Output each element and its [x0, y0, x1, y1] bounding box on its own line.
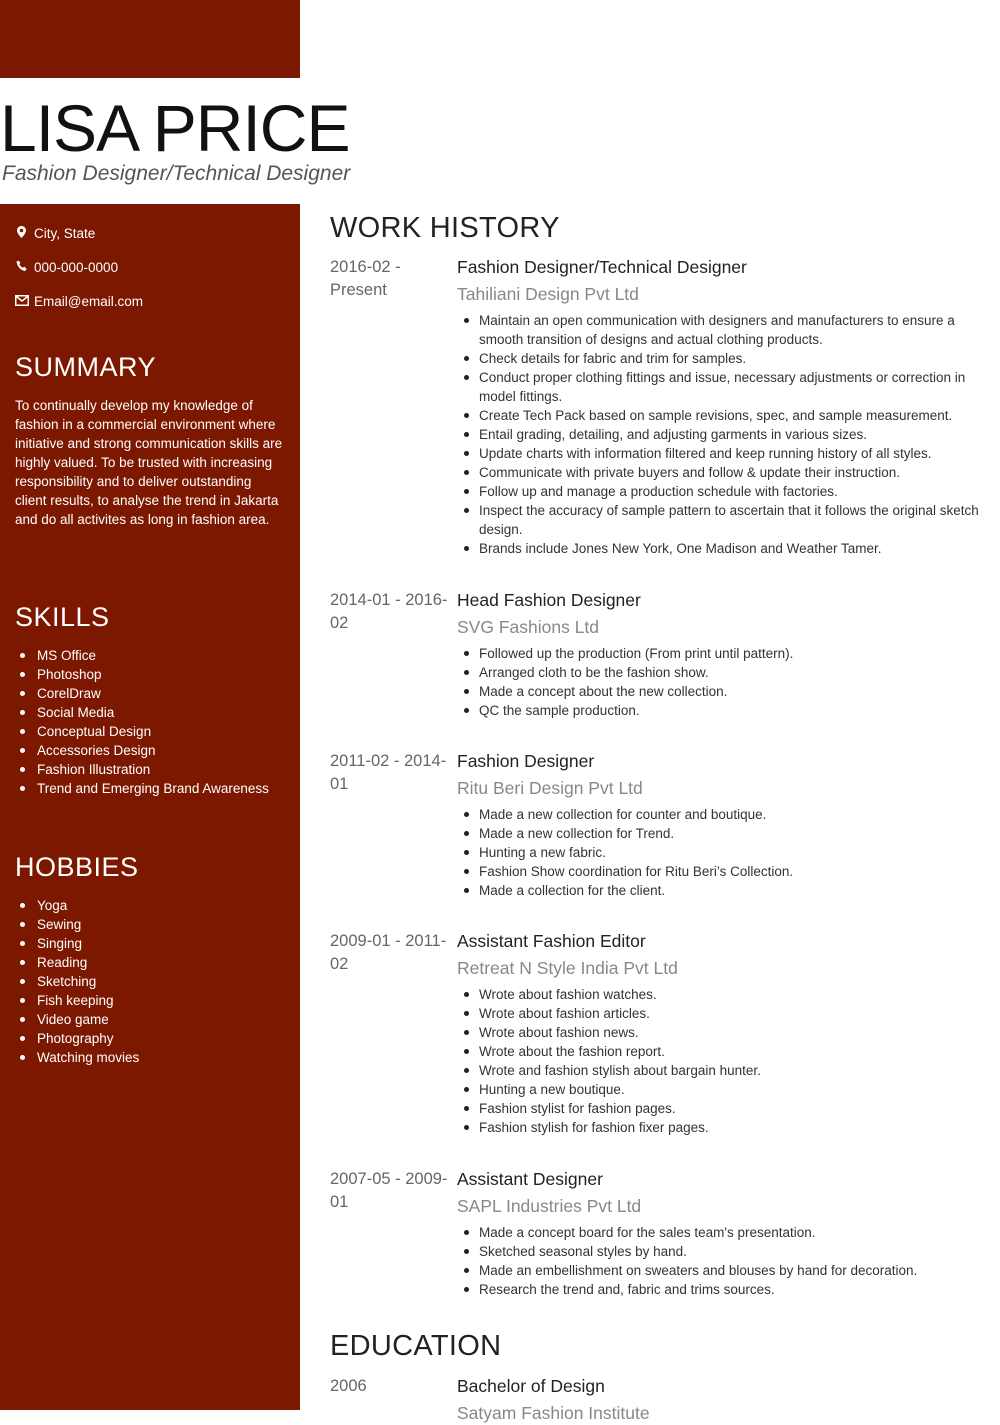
job-bullet: Made a new collection for Trend.: [457, 824, 990, 843]
job-bullet: Follow up and manage a production schedule with factories.: [457, 482, 990, 501]
job-bullet: Followed up the production (From print until pattern).: [457, 644, 990, 663]
job-company: Retreat N Style India Pvt Ltd: [457, 958, 678, 978]
skills-heading: SKILLS: [15, 602, 110, 632]
contact-email: [15, 294, 143, 309]
education-school: Satyam Fashion Institute: [457, 1403, 650, 1423]
job-title: Fashion Designer/Technical Designer: [457, 257, 747, 277]
skill-item: Social Media: [15, 703, 269, 722]
hobby-item: Singing: [15, 934, 139, 953]
job-bullets: [457, 985, 990, 1137]
hobby-item: Sketching: [15, 972, 139, 991]
education-date: 2006: [330, 1377, 367, 1395]
job-bullet: Brands include Jones New York, One Madison and Weather Tamer.: [457, 539, 990, 558]
job-bullet: Fashion stylist for fashion pages.: [457, 1099, 990, 1118]
hobby-item: Fish keeping: [15, 991, 139, 1010]
education-degree: Bachelor of Design: [457, 1376, 605, 1396]
job-bullets: [457, 311, 990, 558]
job-bullet: Wrote about fashion watches.: [457, 985, 990, 1004]
skill-item: CorelDraw: [15, 684, 269, 703]
hobby-item: Watching movies: [15, 1048, 139, 1067]
job-bullet: Communicate with private buyers and follow & update their instruction.: [457, 463, 990, 482]
candidate-title: Fashion Designer/Technical Designer: [2, 162, 351, 185]
envelope-icon: [15, 295, 28, 309]
skill-item: MS Office: [15, 646, 269, 665]
job-bullet: Sketched seasonal styles by hand.: [457, 1242, 990, 1261]
hobby-item: Sewing: [15, 915, 139, 934]
contact-phone: [15, 260, 118, 275]
job-bullet: Made an embellishment on sweaters and blouses by hand for decoration.: [457, 1261, 990, 1280]
job-bullet: Conduct proper clothing fittings and issue, necessary adjustments or correction in model fittings.: [457, 368, 990, 406]
skill-item: Fashion Illustration: [15, 760, 269, 779]
job-bullet: Fashion stylish for fashion fixer pages.: [457, 1118, 990, 1137]
job-bullet: Arranged cloth to be the fashion show.: [457, 663, 990, 682]
contact-location: [15, 226, 95, 241]
job-bullet: Update charts with information filtered and keep running history of all styles.: [457, 444, 990, 463]
summary-heading: SUMMARY: [15, 352, 157, 382]
job-bullet: Made a concept about the new collection.: [457, 682, 990, 701]
candidate-name: LISA PRICE: [0, 91, 350, 165]
job-bullet: Research the trend and, fabric and trims sources.: [457, 1280, 990, 1299]
job-bullet: Hunting a new boutique.: [457, 1080, 990, 1099]
job-title: Fashion Designer: [457, 751, 595, 771]
skill-item: Photoshop: [15, 665, 269, 684]
job-bullet: Wrote about fashion articles.: [457, 1004, 990, 1023]
job-bullet: Wrote and fashion stylish about bargain hunter.: [457, 1061, 990, 1080]
job-bullet: Made a concept board for the sales team's presentation.: [457, 1223, 990, 1242]
job-bullet: Inspect the accuracy of sample pattern to ascertain that it follows the original sketch design.: [457, 501, 990, 539]
skill-item: Conceptual Design: [15, 722, 269, 741]
job-bullet: Wrote about fashion news.: [457, 1023, 990, 1042]
job-bullet: Hunting a new fabric.: [457, 843, 990, 862]
job-title: Assistant Designer: [457, 1169, 603, 1189]
job-title: Assistant Fashion Editor: [457, 931, 646, 951]
hobby-item: Video game: [15, 1010, 139, 1029]
email-link[interactable]: Email@email.com: [34, 294, 143, 309]
education-heading: EDUCATION: [330, 1330, 502, 1362]
header-bottom-rule: [0, 206, 300, 208]
job-bullet: Create Tech Pack based on sample revisions, spec, and sample measurement.: [457, 406, 990, 425]
job-bullets: [457, 644, 990, 720]
hobbies-heading: HOBBIES: [15, 852, 139, 882]
phone-icon: [15, 260, 28, 275]
job-title: Head Fashion Designer: [457, 590, 641, 610]
job-date: 2011-02 - 2014-01: [330, 752, 447, 793]
map-pin-icon: [15, 226, 28, 241]
job-bullets: [457, 805, 990, 900]
job-date: 2007-05 - 2009-01: [330, 1170, 448, 1211]
job-bullet: Maintain an open communication with designers and manufacturers to ensure a smooth transition of designs and actual clothing products.: [457, 311, 990, 349]
hobby-item: Photography: [15, 1029, 139, 1048]
job-company: SVG Fashions Ltd: [457, 617, 600, 637]
skills-list: [15, 646, 269, 798]
summary-text: To continually develop my knowledge of fashion in a commercial environment where initiative and strong communication skills are highly valued. To be trusted with increasing responsibility and to deliver outstanding client results, to analyse the trend in Jakarta and do all activites as long in fashion area.: [15, 398, 283, 527]
job-company: Ritu Beri Design Pvt Ltd: [457, 778, 643, 798]
job-company: SAPL Industries Pvt Ltd: [457, 1196, 642, 1216]
job-bullet: QC the sample production.: [457, 701, 990, 720]
job-bullet: Check details for fabric and trim for samples.: [457, 349, 990, 368]
phone-text: 000-000-0000: [34, 260, 119, 275]
job-bullet: Entail grading, detailing, and adjusting garments in various sizes.: [457, 425, 990, 444]
job-bullet: Made a new collection for counter and boutique.: [457, 805, 990, 824]
skill-item: Trend and Emerging Brand Awareness: [15, 779, 269, 798]
skill-item: Accessories Design: [15, 741, 269, 760]
hobbies-list: [15, 896, 139, 1067]
job-date: 2016-02 - Present: [330, 258, 401, 299]
job-date: 2009-01 - 2011-02: [330, 932, 447, 973]
work-history-heading: WORK HISTORY: [330, 212, 560, 244]
hobby-item: Reading: [15, 953, 139, 972]
job-bullet: Made a collection for the client.: [457, 881, 990, 900]
location-text: City, State: [34, 226, 96, 241]
job-bullets: [457, 1223, 990, 1299]
job-company: Tahiliani Design Pvt Ltd: [457, 284, 639, 304]
job-date: 2014-01 - 2016-02: [330, 591, 448, 632]
job-bullet: Fashion Show coordination for Ritu Beri’s Collection.: [457, 862, 990, 881]
job-bullet: Wrote about the fashion report.: [457, 1042, 990, 1061]
header-top-rule: [0, 71, 300, 73]
hobby-item: Yoga: [15, 896, 139, 915]
